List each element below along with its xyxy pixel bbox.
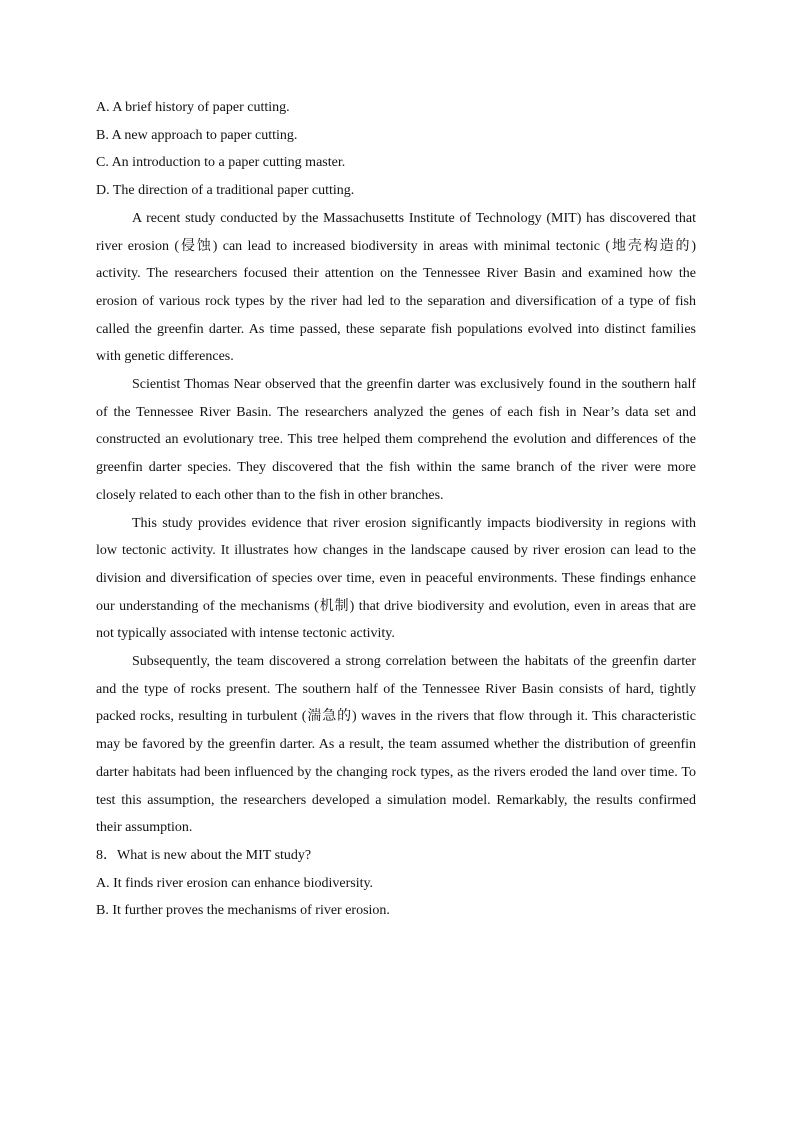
previous-option-d: D. The direction of a traditional paper cutting. (96, 183, 355, 199)
passage-paragraph-4: Subsequently, the team discovered a strong correlation between the habitats of the greenfin darter and the type of rocks present. The southern half of the Tennessee River Basin consists of hard, tightly packed rocks, resulting in turbulent (湍急的) waves in the rivers that flow through it. This characteristic may be favored by the greenfin darter. As a result, the team assumed whether the distribution of greenfin darter habitats had been influenced by the changing rock types, as the rivers eroded the land over time. To test this assumption, the researchers developed a simulation model. Remarkably, the results confirmed their assumption. (96, 654, 696, 836)
question-8-stem: 8．What is new about the MIT study? (96, 847, 312, 863)
passage-paragraph-1: A recent study conducted by the Massachusetts Institute of Technology (MIT) has discovered that river erosion (侵蚀) can lead to increased biodiversity in areas with minimal tectonic (地壳构造的) activity. The researchers focused their attention on the Tennessee River Basin and examined how the erosion of various rock types by the river had led to the separation and diversification of a type of fish called the greenfin darter. As time passed, these separate fish populations evolved into distinct families with genetic differences. (96, 210, 696, 365)
passage-paragraph-3: This study provides evidence that river erosion significantly impacts biodiversity in regions with low tectonic activity. It illustrates how changes in the landscape caused by river erosion can lead to the division and diversification of species over time, even in peaceful environments. These findings enhance our understanding of the mechanisms (机制) that drive biodiversity and evolution, even in areas that are not typically associated with intense tectonic activity. (96, 515, 696, 642)
question-8-option-a: A. It finds river erosion can enhance biodiversity. (96, 875, 374, 891)
passage-paragraph-2: Scientist Thomas Near observed that the greenfin darter was exclusively found in the southern half of the Tennessee River Basin. The researchers analyzed the genes of each fish in Near’s data set and constructed an evolutionary tree. This tree helped them comprehend the evolution and differences of the greenfin darter species. They discovered that the fish within the same branch of the river were more closely related to each other than to the fish in other branches. (96, 377, 696, 503)
page-content (96, 94, 696, 925)
previous-option-a: A. A brief history of paper cutting. (96, 100, 290, 115)
previous-option-c: C. An introduction to a paper cutting master. (96, 155, 346, 171)
question-8-option-b: B. It further proves the mechanisms of river erosion. (96, 903, 390, 919)
previous-option-b: B. A new approach to paper cutting. (96, 127, 298, 143)
